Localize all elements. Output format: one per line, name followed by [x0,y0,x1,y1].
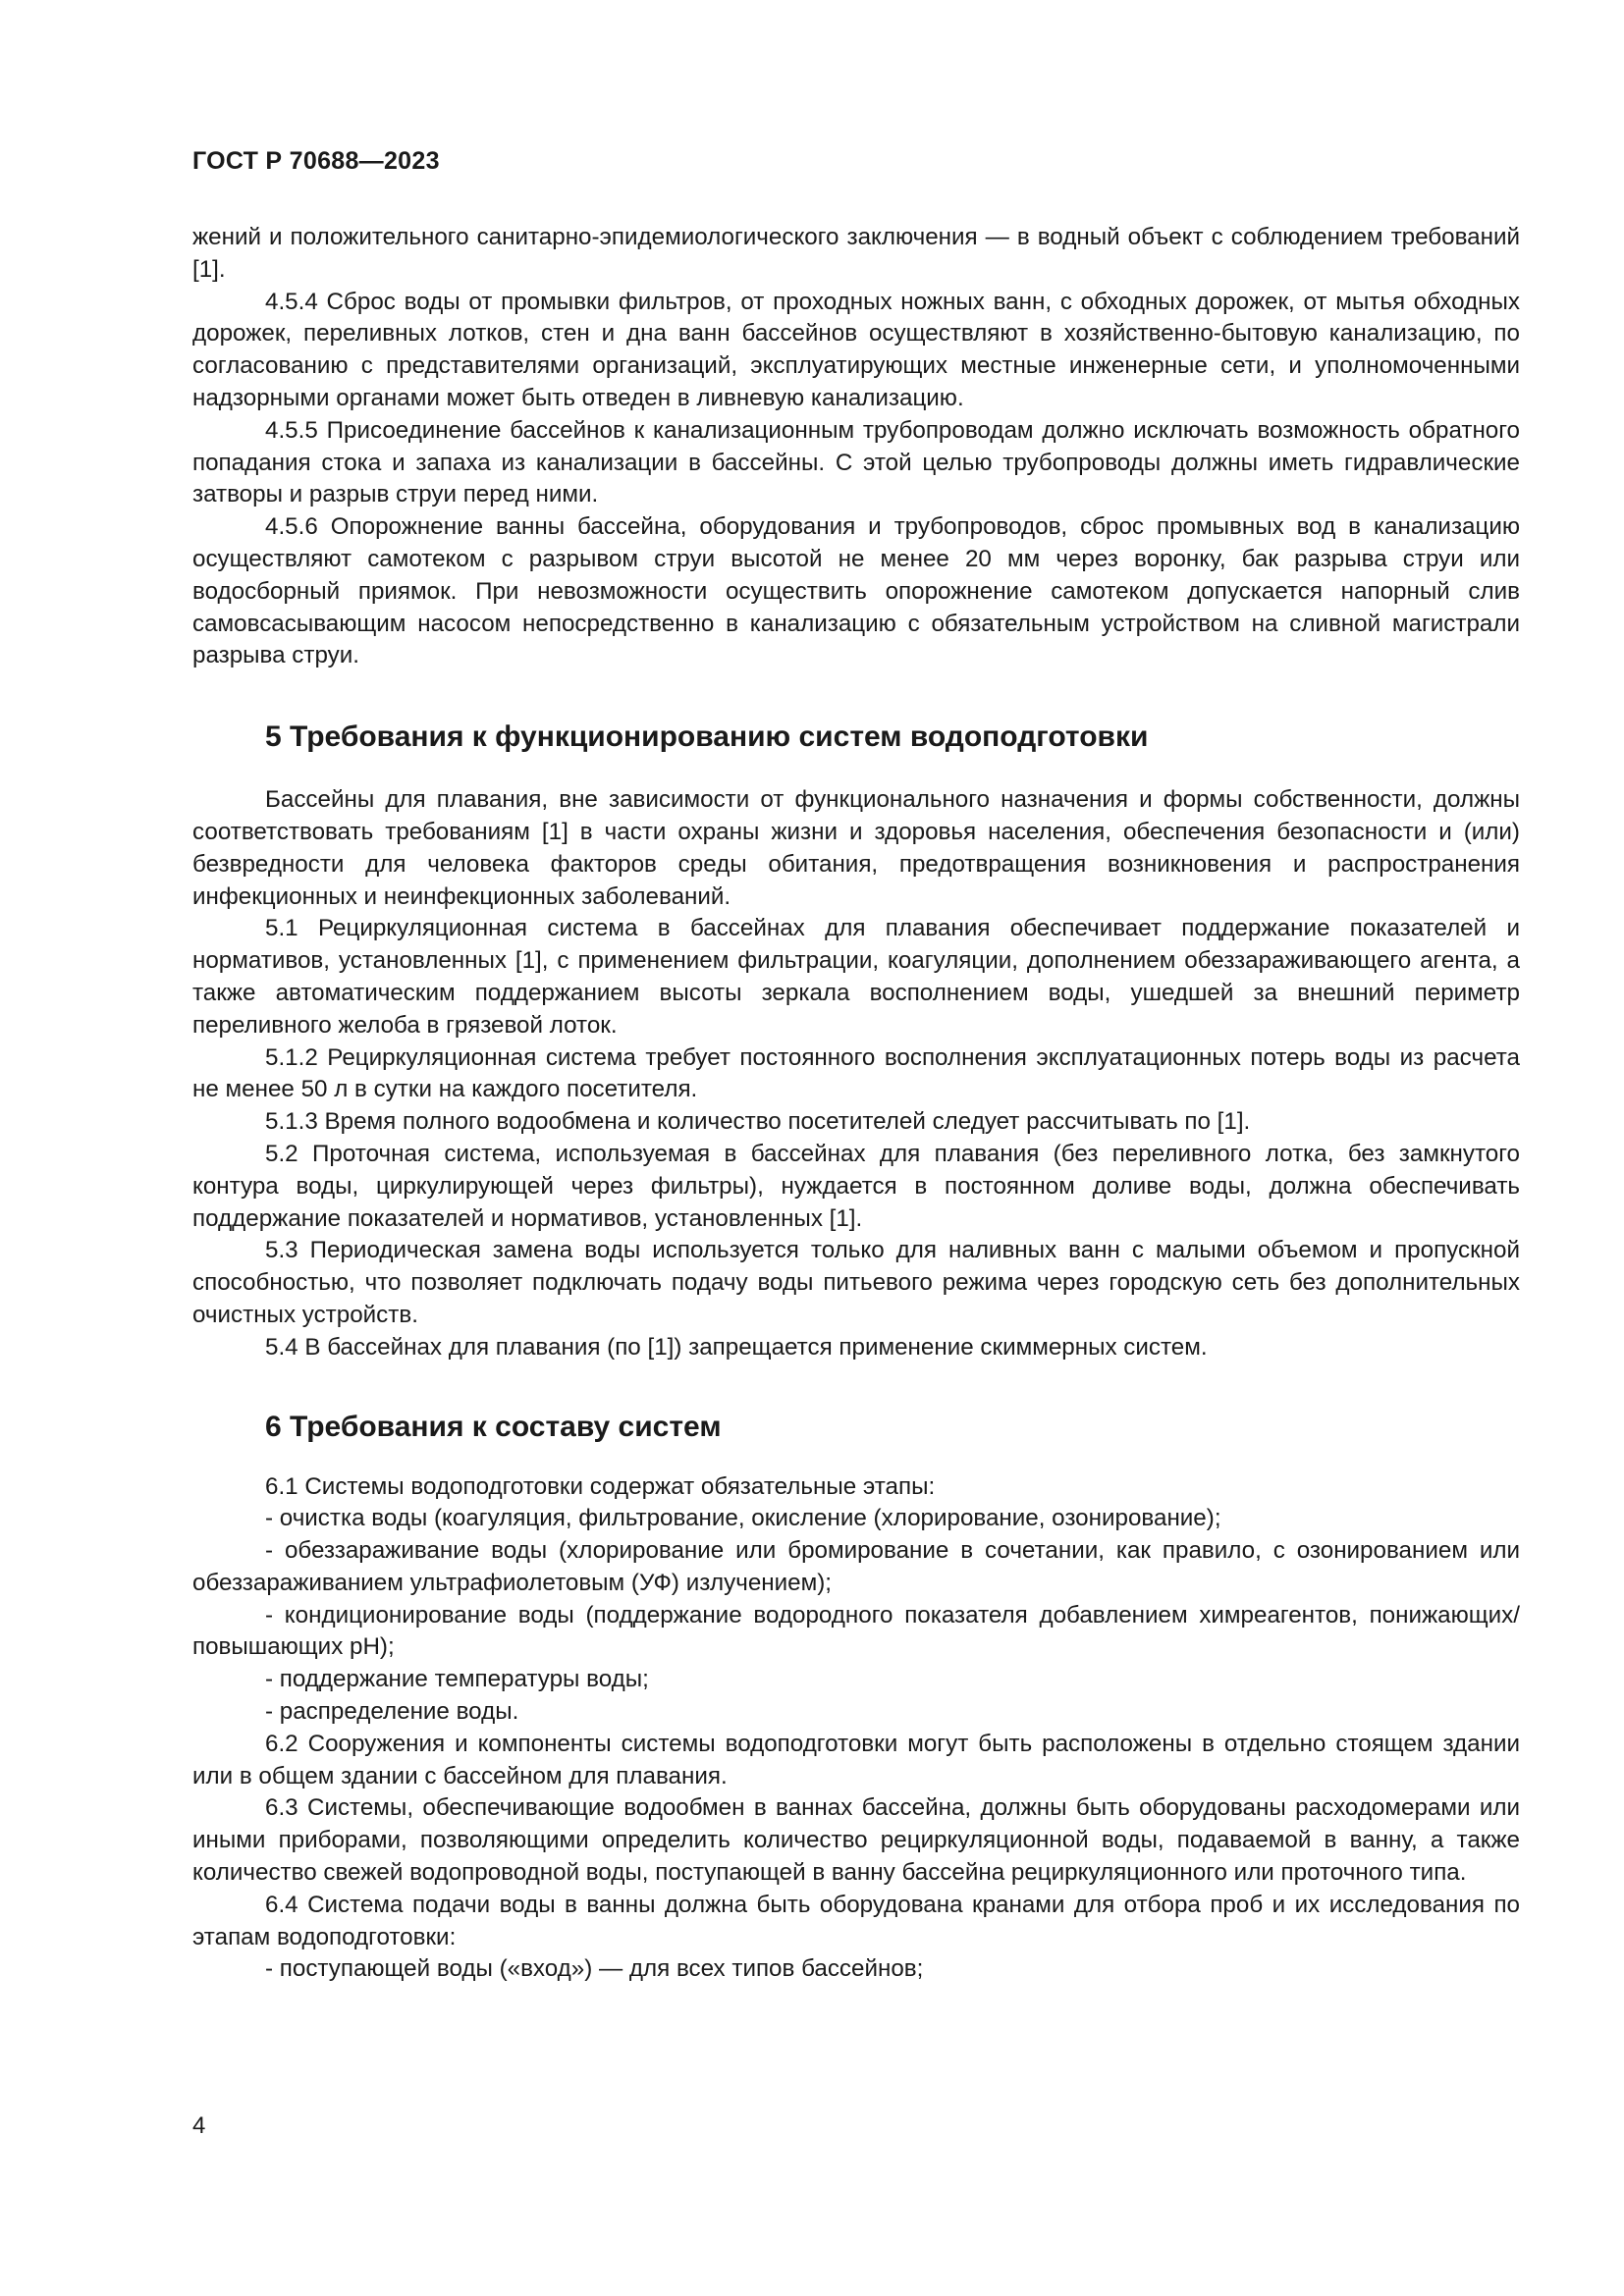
list-item: - кондиционирование воды (поддержание водородного показателя добавлением химреагентов, понижающих/повышающих pH); [192,1601,1520,1661]
paragraph-5-1: 5.1 Рециркуляционная система в бассейнах для плавания обеспечивает поддержание показателей и нормативов, установленных [1], с применением фильтрации, коагуляции, дополнением обеззараживающего агента, а также автоматическим поддержанием высоты зеркала восполнением воды, ушедшей за внешний периметр переливного желоба в грязевой лоток. [192,915,1520,1039]
paragraph-5-1-3: 5.1.3 Время полного водообмена и количество посетителей следует рассчитывать по [1]. [265,1108,1251,1136]
paragraph-6-3: 6.3 Системы, обеспечивающие водообмен в ваннах бассейна, должны быть оборудованы расходомерами или иными приборами, позволяющими определить количество рециркуляционной воды, подаваемой в ванну, а также количество свежей водопроводной воды, поступающей в ванну бассейна рециркуляционного или проточного типа. [192,1794,1520,1887]
document-body [192,222,1520,1986]
list-item: - очистка воды (коагуляция, фильтрование, окисление (хлорирование, озонирование); [265,1505,1221,1532]
list-item: - обеззараживание воды (хлорирование или бромирование в сочетании, как правило, с озонированием или обеззараживанием ультрафиолетовым (УФ) излучением); [192,1537,1520,1596]
paragraph-5-2: 5.2 Проточная система, используемая в бассейнах для плавания (без переливного лотка, без замкнутого контура воды, циркулирующей через фильтры), нуждается в постоянном доливе воды, должна обеспечивать поддержание показателей и нормативов, установленных [1]. [192,1140,1520,1232]
paragraph-4-5-4: 4.5.4 Сброс воды от промывки фильтров, от проходных ножных ванн, с обходных дорожек, от мытья обходных дорожек, переливных лотков, стен и дна ванн бассейнов осуществляют в хозяйственно-бытовую канализацию, по согласованию с представителями организаций, эксплуатирующих местные инженерные сети, и уполномоченными надзорными органами может быть отведен в ливневую канализацию. [192,288,1520,411]
paragraph-5-3: 5.3 Периодическая замена воды используется только для наливных ванн с малыми объемом и пропускной способностью, что позволяет подключать подачу воды питьевого режима через городскую сеть без дополнительных очистных устройств. [192,1237,1520,1328]
section-5-intro: Бассейны для плавания, вне зависимости от функционального назначения и формы собственности, должны соответствовать требованиям [1] в части охраны жизни и здоровья населения, обеспечения безопасности и (или) безвредности для человека факторов среды обитания, предотвращения возникновения и распространения инфекционных и неинфекционных заболеваний. [192,786,1520,910]
paragraph-continuation: жений и положительного санитарно-эпидемиологического заключения — в водный объект с соблюдением требований [1]. [192,224,1520,283]
paragraph-6-2: 6.2 Сооружения и компоненты системы водоподготовки могут быть расположены в отдельно стоящем здании или в общем здании с бассейном для плавания. [192,1730,1520,1789]
list-item: - распределение воды. [265,1698,519,1726]
list-item: - поддержание температуры воды; [265,1666,649,1693]
paragraph-4-5-5: 4.5.5 Присоединение бассейнов к канализационным трубопроводам должно исключать возможность обратного попадания стока и запаха из канализации в бассейны. С этой целью трубопроводы должны иметь гидравлические затворы и разрыв струи перед ними. [192,416,1520,508]
list-item: - поступающей воды («вход») — для всех типов бассейнов; [265,1955,924,1983]
page-number: 4 [192,2112,206,2139]
paragraph-6-1: 6.1 Системы водоподготовки содержат обязательные этапы: [265,1472,936,1500]
paragraph-6-4: 6.4 Система подачи воды в ванны должна быть оборудована кранами для отбора проб и их исследования по этапам водоподготовки: [192,1891,1520,1950]
paragraph-5-4: 5.4 В бассейнах для плавания (по [1]) запрещается применение скиммерных систем. [265,1333,1208,1361]
document-header: ГОСТ Р 70688—2023 [192,147,440,175]
paragraph-4-5-6: 4.5.6 Опорожнение ванны бассейна, оборудования и трубопроводов, сброс промывных вод в канализацию осуществляют самотеком с разрывом струи высотой не менее 20 мм через воронку, бак разрыва струи или водосборный приямок. При невозможности осуществить опорожнение самотеком допускается напорный слив самовсасывающим насосом непосредственно в канализацию с обязательным устройством на сливной магистрали разрыва струи. [192,513,1520,669]
section-6-heading: 6 Требования к составу систем [265,1410,722,1443]
section-5-heading: 5 Требования к функционированию систем водоподготовки [265,721,1149,754]
paragraph-5-1-2: 5.1.2 Рециркуляционная система требует постоянного восполнения эксплуатационных потерь воды из расчета не менее 50 л в сутки на каждого посетителя. [192,1043,1520,1103]
